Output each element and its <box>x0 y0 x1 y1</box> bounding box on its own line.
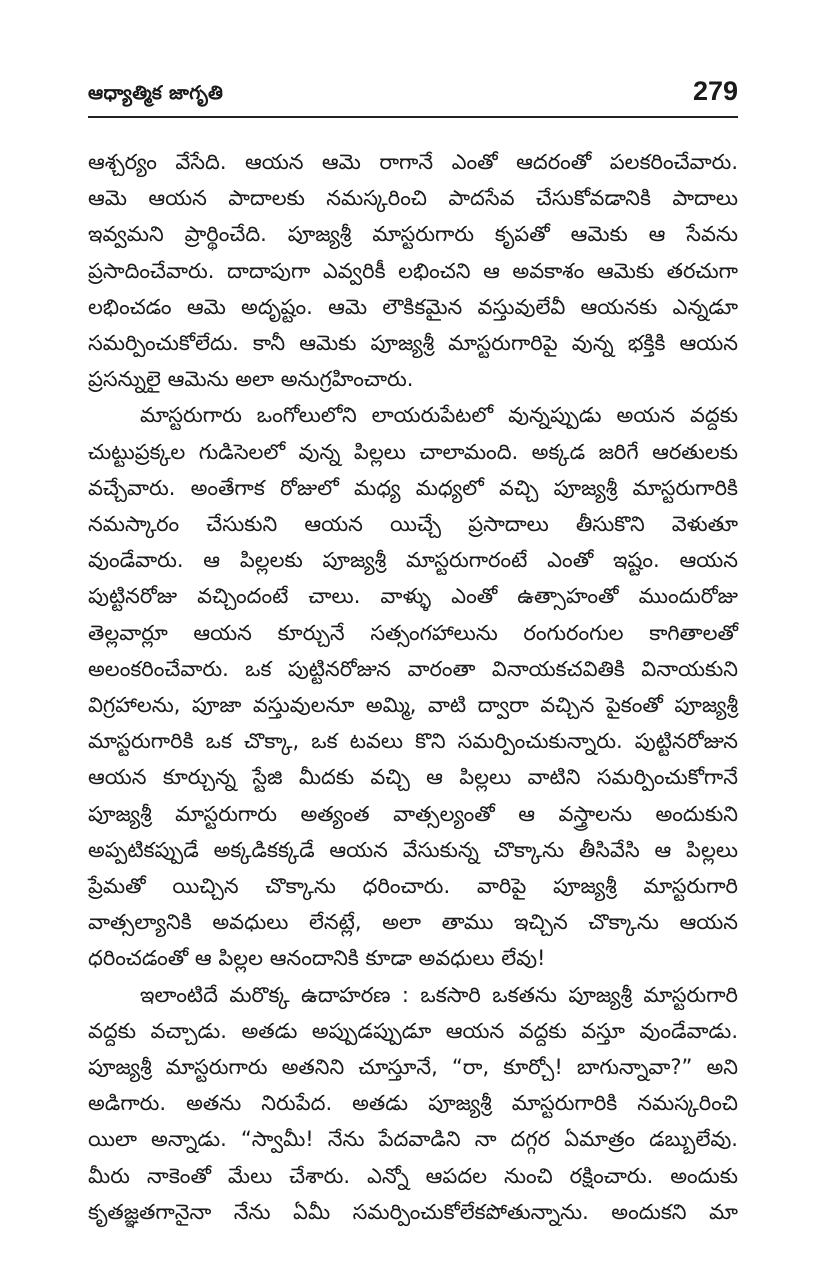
text-line: యిలా అన్నాడు. “స్వామీ! నేను పేదవాడిని నా దగ్గర ఏమాత్రం డబ్బులేవు. <box>88 1127 738 1152</box>
text-line: వద్దకు వచ్చాడు. అతడు అప్పుడప్పుడూ ఆయన వద్దకు వస్తూ వుండేవాడు. <box>88 1018 738 1043</box>
text-line: ఇవ్వమని ప్రార్థించేది. పూజ్యశ్రీ మాస్టరుగారు కృపతో ఆమెకు ఆ సేవను <box>88 222 738 247</box>
text-line: వచ్చేవారు. అంతేగాక రోజులో మధ్య మధ్యలో వచ్చి పూజ్యశ్రీ మాస్టరుగారికి <box>88 475 738 500</box>
text-line: సమర్పించుకోలేదు. కానీ ఆమెకు పూజ్యశ్రీ మాస్టరుగారిపై వున్న భక్తికి ఆయన <box>88 331 738 356</box>
text-line: ఆయన కూర్చున్న స్టేజి మీదకు వచ్చి ఆ పిల్లలు వాటిని సమర్పించుకోగానే <box>88 765 738 790</box>
text-line: చుట్టుప్రక్కల గుడిసెలలో వున్న పిల్లలు చాలామంది. అక్కడ జరిగే ఆరతులకు <box>88 439 738 464</box>
text-line: ఇలాంటిదే మరొక్క ఉదాహరణ : ఒకసారి ఒకతను పూజ్యశ్రీ మాస్టరుగారి <box>140 982 738 1007</box>
text-line: ఆమె ఆయన పాదాలకు నమస్కరించి పాదసేవ చేసుకోవడానికి పాదాలు <box>88 186 738 211</box>
paragraph <box>88 144 738 397</box>
page-number: 279 <box>692 76 738 106</box>
page-header <box>88 76 738 118</box>
text-line: మాస్టరుగారు ఒంగోలులోని లాయరుపేటలో వున్నప్పుడు అయన వద్దకు <box>140 403 738 428</box>
text-line: ధరించడంతో ఆ పిల్లల ఆనందానికి కూడా అవధులు లేవు! <box>88 946 546 971</box>
text-line: ప్రసాదించేవారు. దాదాపుగా ఎవ్వరికీ లభించని ఆ అవకాశం ఆమెకు తరచుగా <box>88 258 738 283</box>
text-line: పూజ్యశ్రీ మాస్టరుగారు అత్యంత వాత్సల్యంతో ఆ వస్త్రాలను అందుకుని <box>88 801 738 826</box>
text-line: వుండేవారు. ఆ పిల్లలకు పూజ్యశ్రీ మాస్టరుగారంటే ఎంతో ఇష్టం. ఆయన <box>88 548 738 573</box>
paragraph <box>88 397 738 976</box>
text-line: ప్రేమతో యిచ్చిన చొక్కాను ధరించారు. వారిపై పూజ్యశ్రీ మాస్టరుగారి <box>88 874 738 899</box>
text-line: లభించడం ఆమె అదృష్టం. ఆమె లౌకికమైన వస్తువులేవీ ఆయనకు ఎన్నడూ <box>88 294 738 319</box>
text-line: అలంకరించేవారు. ఒక పుట్టినరోజున వారంతా వినాయకచవితికి వినాయకుని <box>88 656 738 681</box>
text-line: వాత్సల్యానికి అవధులు లేనట్లే, అలా తాము ఇచ్చిన చొక్కాను ఆయన <box>88 910 738 935</box>
text-line: తెల్లవార్లూ ఆయన కూర్చునే సత్సంగహాలును రంగురంగుల కాగితాలతో <box>88 620 738 645</box>
text-line: అప్పటికప్పుడే అక్కడికక్కడే ఆయన వేసుకున్న చొక్కాను తీసివేసి ఆ పిల్లలు <box>88 837 738 862</box>
text-line: పుట్టినరోజు వచ్చిందంటే చాలు. వాళ్ళు ఎంతో ఉత్సాహంతో ముందురోజు <box>88 584 738 609</box>
body-text <box>88 144 738 1230</box>
text-line: పూజ్యశ్రీ మాస్టరుగారు అతనిని చూస్తూనే, “రా, కూర్చో! బాగున్నావా?” అని <box>88 1055 738 1080</box>
text-line: మాస్టరుగారికి ఒక చొక్కా, ఒక టవలు కొని సమర్పించుకున్నారు. పుట్టినరోజున <box>88 729 738 754</box>
text-line: అడిగారు. అతను నిరుపేద. అతడు పూజ్యశ్రీ మాస్టరుగారికి నమస్కరించి <box>88 1091 738 1116</box>
text-line: ప్రసన్నులై ఆమెను అలా అనుగ్రహించారు. <box>88 367 414 392</box>
text-line: కృతజ్ఞతగానైనా నేను ఏమీ సమర్పించుకోలేకపోతున్నాను. అందుకని మా <box>88 1199 738 1224</box>
text-line: విగ్రహాలను, పూజా వస్తువులనూ అమ్మి, వాటి ద్వారా వచ్చిన పైకంతో పూజ్యశ్రీ <box>88 693 738 718</box>
text-line: ఆశ్చర్యం వేసేది. ఆయన ఆమె రాగానే ఎంతో ఆదరంతో పలకరించేవారు. <box>88 150 738 174</box>
text-line: నమస్కారం చేసుకుని ఆయన యిచ్చే ప్రసాదాలు తీసుకొని వెళుతూ <box>88 512 738 537</box>
text-line: మీరు నాకెంతో మేలు చేశారు. ఎన్నో ఆపదల నుంచి రక్షించారు. అందుకు <box>88 1163 738 1188</box>
running-title: ఆధ్యాత్మిక జాగృతి <box>88 82 224 104</box>
paragraph <box>88 977 738 1230</box>
